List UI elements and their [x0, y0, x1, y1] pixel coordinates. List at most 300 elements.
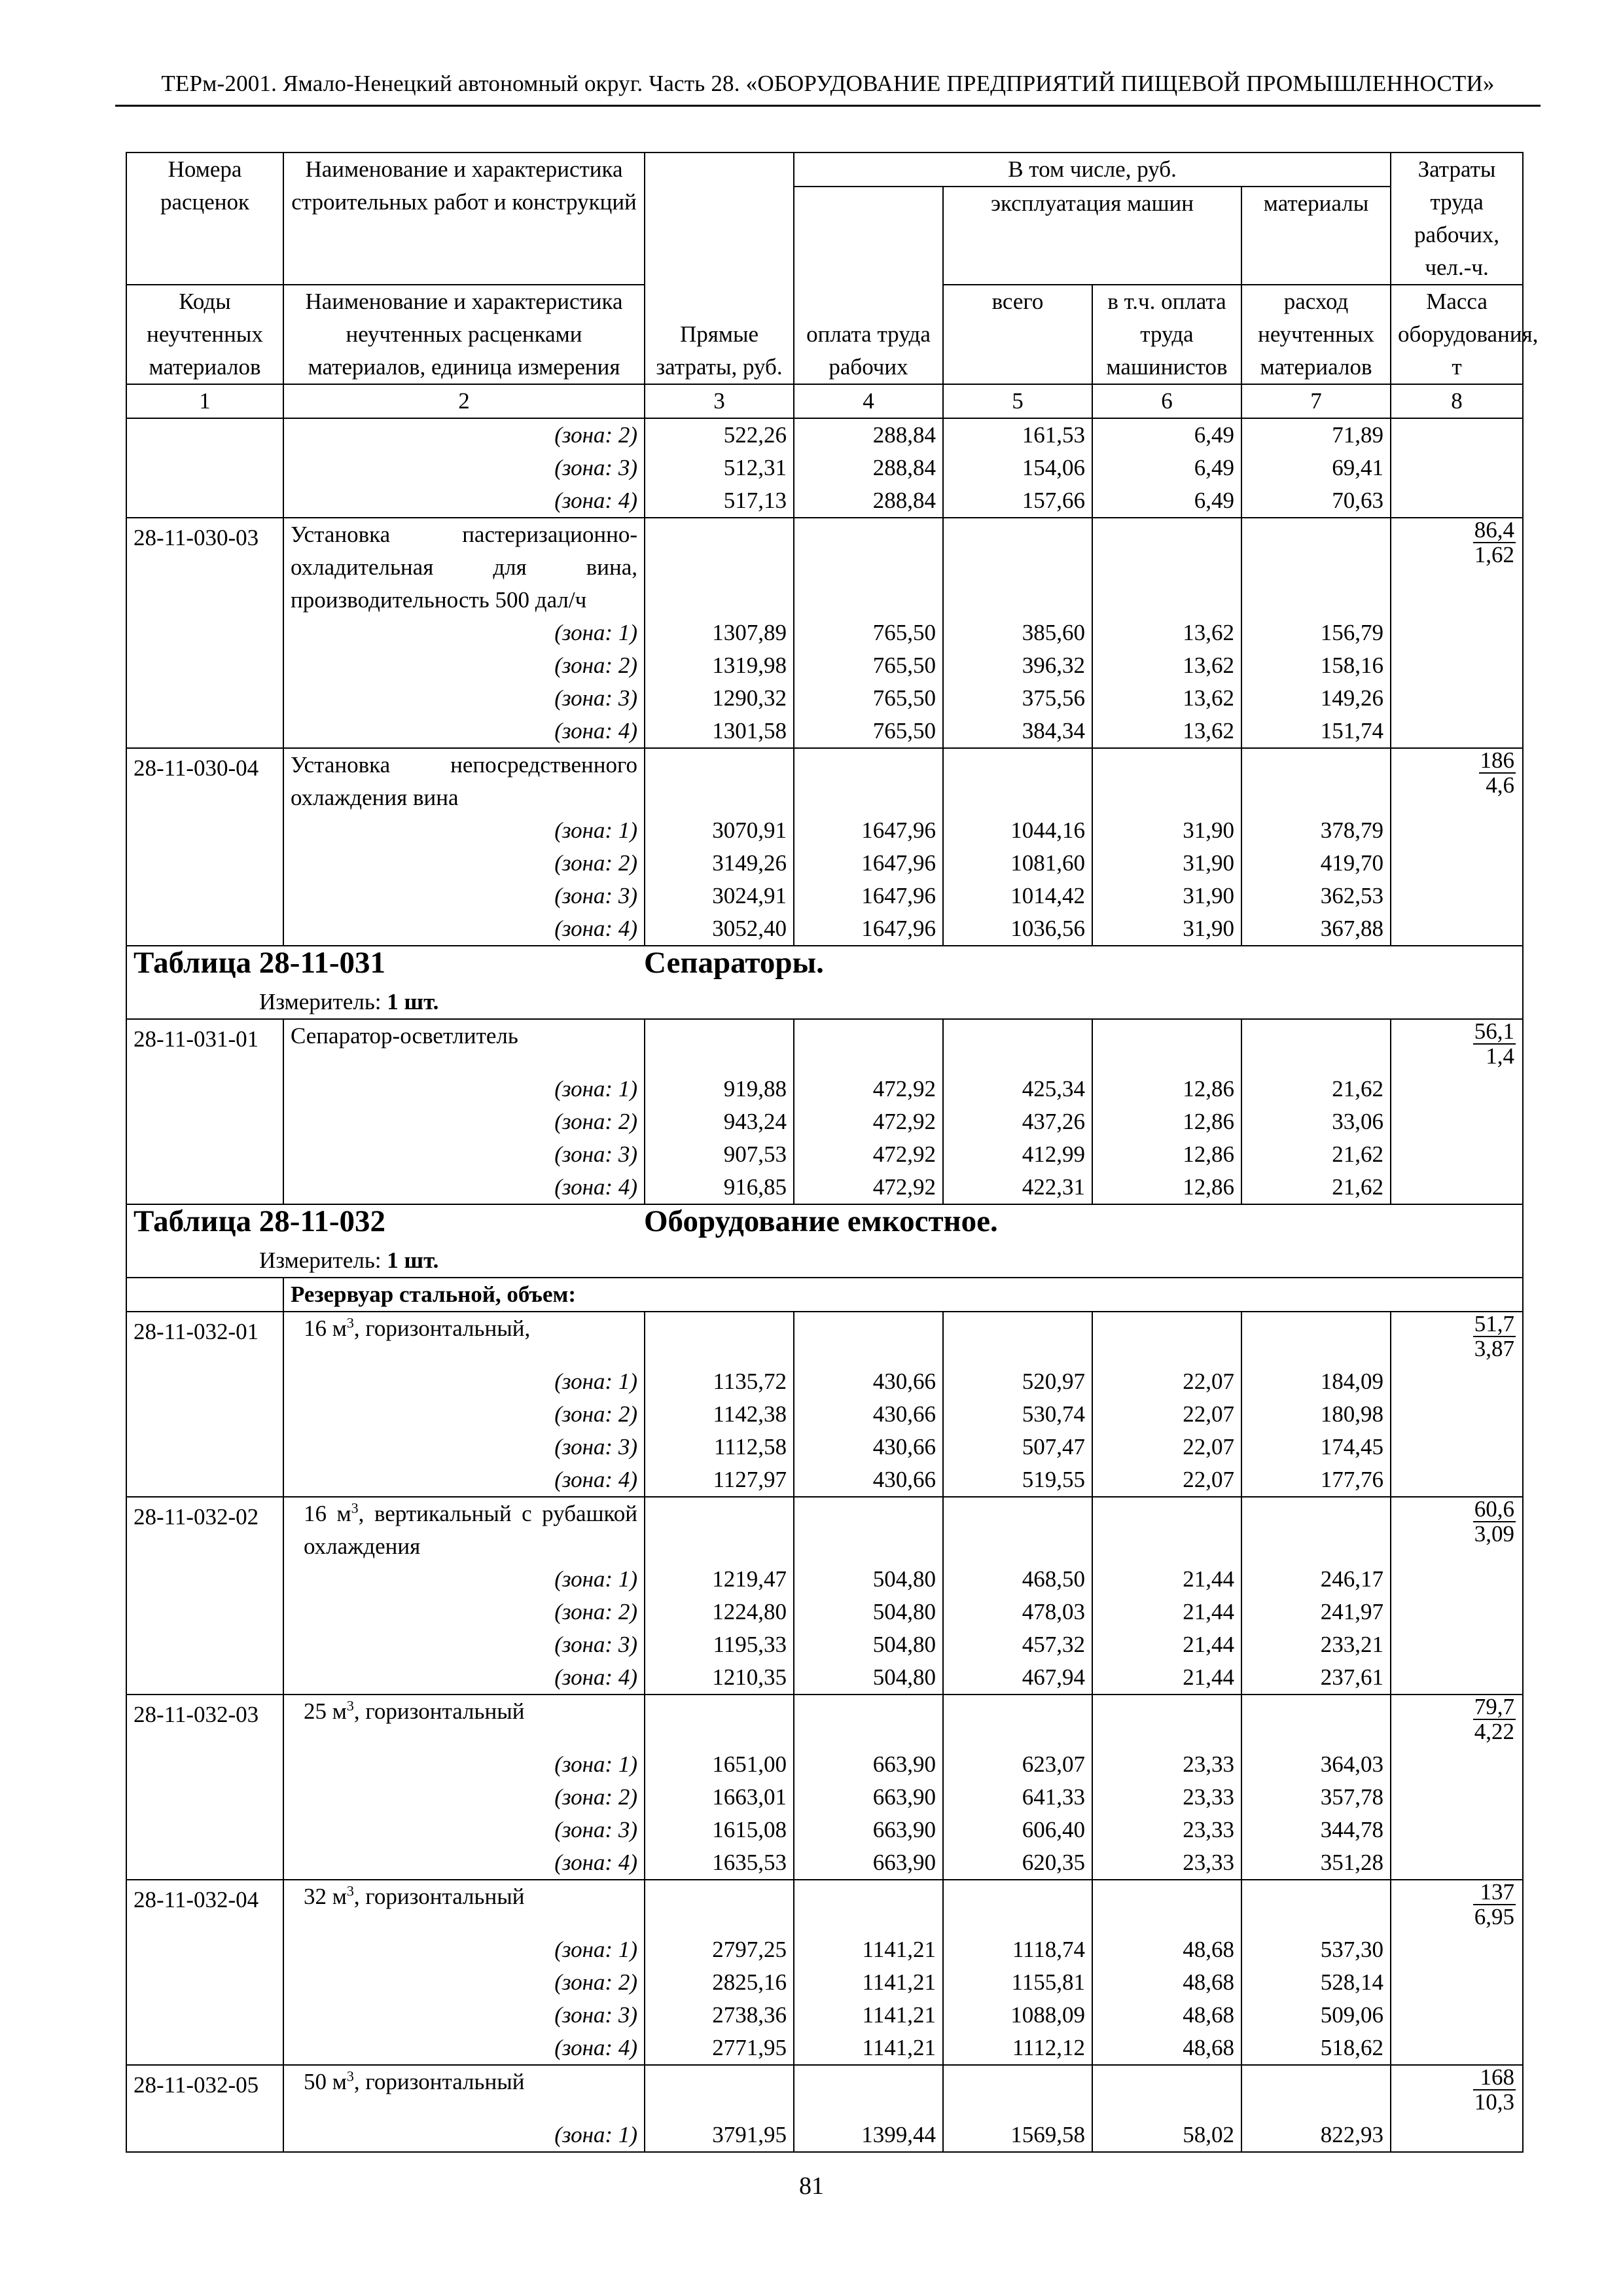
mass-cell: [1391, 617, 1523, 649]
value-cell: 375,56: [943, 682, 1092, 715]
value-cell: [794, 1695, 943, 1748]
table-row: [126, 1497, 1523, 1563]
equipment-mass-value: 4,6: [1486, 772, 1515, 798]
code-cell: [126, 452, 283, 484]
mass-cell: [1391, 1846, 1523, 1880]
zone-label: (зона: 4): [283, 1463, 645, 1497]
value-cell: 509,06: [1241, 1999, 1391, 2032]
value-cell: 33,06: [1241, 1105, 1391, 1138]
value-cell: 537,30: [1241, 1933, 1391, 1966]
mass-fraction: [1473, 518, 1516, 567]
mass-fraction: [1473, 1498, 1516, 1546]
value-cell: 154,06: [943, 452, 1092, 484]
code-cell: [126, 2032, 283, 2065]
zone-label: (зона: 1): [283, 814, 645, 847]
value-cell: [645, 1312, 794, 1365]
value-cell: 158,16: [1241, 649, 1391, 682]
rate-code: 28-11-032-05: [126, 2065, 283, 2119]
code-cell: [126, 814, 283, 847]
table-row: [126, 1781, 1523, 1814]
code-cell: [126, 1563, 283, 1596]
mass-cell: [1391, 1814, 1523, 1846]
zone-label: (зона: 3): [283, 1138, 645, 1171]
value-cell: 1141,21: [794, 2032, 943, 2065]
equipment-mass-value: 3,09: [1474, 1521, 1515, 1547]
value-cell: 507,47: [943, 1431, 1092, 1463]
code-cell: [126, 1105, 283, 1138]
value-cell: 518,62: [1241, 2032, 1391, 2065]
value-cell: 31,90: [1092, 912, 1241, 946]
mass-cell: [1391, 1398, 1523, 1431]
value-cell: 161,53: [943, 418, 1092, 452]
value-cell: 69,41: [1241, 452, 1391, 484]
value-cell: [943, 518, 1092, 617]
code-cell: [126, 912, 283, 946]
value-cell: 620,35: [943, 1846, 1092, 1880]
rate-name: [283, 2065, 645, 2119]
value-cell: 2797,25: [645, 1933, 794, 1966]
value-cell: 1399,44: [794, 2119, 943, 2152]
rate-code: 28-11-032-04: [126, 1880, 283, 1933]
col1-top-header: Номера расценок: [126, 152, 283, 285]
value-cell: [1241, 518, 1391, 617]
value-cell: 3024,91: [645, 880, 794, 912]
table-row: [126, 2065, 1523, 2119]
capacity-value: 16 м: [304, 1501, 351, 1526]
value-cell: 1118,74: [943, 1933, 1092, 1966]
value-cell: 378,79: [1241, 814, 1391, 847]
value-cell: 517,13: [645, 484, 794, 518]
code-cell: [126, 1138, 283, 1171]
value-cell: 2825,16: [645, 1966, 794, 1999]
rate-name: [283, 1695, 645, 1748]
zone-label: (зона: 2): [283, 1966, 645, 1999]
zone-label: (зона: 1): [283, 2119, 645, 2152]
table-row: [126, 484, 1523, 518]
zone-label: (зона: 3): [283, 1814, 645, 1846]
value-cell: 22,07: [1092, 1431, 1241, 1463]
value-cell: 157,66: [943, 484, 1092, 518]
col8-bottom-header: Масса оборудования, т: [1391, 285, 1523, 384]
mass-cell: [1391, 1463, 1523, 1497]
rate-code: 28-11-031-01: [126, 1019, 283, 1073]
value-cell: [1241, 1019, 1391, 1073]
value-cell: [1241, 1312, 1391, 1365]
value-cell: 22,07: [1092, 1398, 1241, 1431]
value-cell: 663,90: [794, 1748, 943, 1781]
code-cell: [126, 1814, 283, 1846]
mass-cell: [1391, 715, 1523, 748]
capacity-value: 25 м: [304, 1698, 347, 1724]
value-cell: 663,90: [794, 1781, 943, 1814]
zone-label: (зона: 2): [283, 1596, 645, 1628]
page-number: 81: [799, 2172, 824, 2200]
table-row: [126, 1312, 1523, 1365]
capacity-value: 32 м: [304, 1884, 347, 1909]
value-cell: 23,33: [1092, 1814, 1241, 1846]
code-cell: [126, 1596, 283, 1628]
value-cell: 1319,98: [645, 649, 794, 682]
value-cell: 468,50: [943, 1563, 1092, 1596]
value-cell: 70,63: [1241, 484, 1391, 518]
value-cell: [943, 1880, 1092, 1933]
table-row: [126, 814, 1523, 847]
capacity-description: , горизонтальный: [353, 2069, 525, 2094]
subheading: Резервуар стальной, объем:: [283, 1278, 1523, 1312]
value-cell: [794, 1880, 943, 1933]
value-cell: [645, 1695, 794, 1748]
value-cell: [943, 1312, 1092, 1365]
superscript-three: 3: [346, 1314, 354, 1331]
table-title-cell: [126, 946, 1523, 1019]
mass-cell: [1391, 649, 1523, 682]
value-cell: 1635,53: [645, 1846, 794, 1880]
equipment-mass-value: 3,87: [1474, 1336, 1515, 1361]
col1-bottom-header: Коды неучтенных материалов: [126, 285, 283, 384]
value-cell: 1141,21: [794, 1999, 943, 2032]
value-cell: 21,62: [1241, 1171, 1391, 1204]
code-cell: [126, 1171, 283, 1204]
value-cell: 21,62: [1241, 1138, 1391, 1171]
col3-header: Прямые затраты, руб.: [645, 152, 794, 384]
mass-cell: [1391, 1563, 1523, 1596]
value-cell: 6,49: [1092, 452, 1241, 484]
value-cell: 241,97: [1241, 1596, 1391, 1628]
labor-cost-value: 60,6: [1474, 1496, 1515, 1522]
table-title-row: [126, 946, 1523, 1019]
table-title-line: [134, 1205, 1516, 1238]
value-cell: 765,50: [794, 682, 943, 715]
machines-total-header: всего: [943, 285, 1092, 384]
mass-cell: [1391, 2119, 1523, 2152]
value-cell: 472,92: [794, 1105, 943, 1138]
mass-cell: [1391, 1628, 1523, 1661]
value-cell: 1135,72: [645, 1365, 794, 1398]
col-number: 2: [283, 384, 645, 418]
zone-label: (зона: 3): [283, 1628, 645, 1661]
mass-cell: [1391, 1933, 1523, 1966]
value-cell: 246,17: [1241, 1563, 1391, 1596]
zone-label: (зона: 1): [283, 1563, 645, 1596]
value-cell: [1241, 748, 1391, 814]
table-row: [126, 847, 1523, 880]
table-number: Таблица 28-11-031: [134, 946, 385, 980]
value-cell: [943, 1695, 1092, 1748]
value-cell: 528,14: [1241, 1966, 1391, 1999]
value-cell: 2771,95: [645, 2032, 794, 2065]
unit-value: 1 шт.: [387, 989, 439, 1014]
superscript-three: 3: [351, 1499, 359, 1516]
value-cell: 422,31: [943, 1171, 1092, 1204]
value-cell: [645, 748, 794, 814]
value-cell: [1092, 2065, 1241, 2119]
labor-pay-header: оплата труда рабочих: [794, 187, 943, 384]
value-cell: 1141,21: [794, 1933, 943, 1966]
value-cell: 1014,42: [943, 880, 1092, 912]
mass-cell: [1391, 748, 1523, 814]
zone-label: (зона: 4): [283, 1846, 645, 1880]
value-cell: [1092, 1695, 1241, 1748]
value-cell: 1615,08: [645, 1814, 794, 1846]
value-cell: 472,92: [794, 1138, 943, 1171]
value-cell: 13,62: [1092, 617, 1241, 649]
code-cell: [126, 649, 283, 682]
value-cell: 1290,32: [645, 682, 794, 715]
table-title-row: [126, 1204, 1523, 1278]
value-cell: 430,66: [794, 1431, 943, 1463]
value-cell: 916,85: [645, 1171, 794, 1204]
table-row: [126, 1628, 1523, 1661]
value-cell: 504,80: [794, 1661, 943, 1695]
equipment-mass-value: 6,95: [1474, 1904, 1515, 1929]
superscript-three: 3: [346, 2068, 354, 2085]
table-row: [126, 715, 1523, 748]
unit-value: 1 шт.: [387, 1247, 439, 1273]
value-cell: 149,26: [1241, 682, 1391, 715]
value-cell: 288,84: [794, 418, 943, 452]
rate-code: 28-11-032-02: [126, 1497, 283, 1563]
machines-operators-header: в т.ч. оплата труда машинистов: [1092, 285, 1241, 384]
mass-cell: [1391, 1695, 1523, 1748]
capacity-description: , горизонтальный: [353, 1698, 525, 1724]
value-cell: 412,99: [943, 1138, 1092, 1171]
value-cell: 22,07: [1092, 1365, 1241, 1398]
value-cell: 943,24: [645, 1105, 794, 1138]
value-cell: [645, 2065, 794, 2119]
mass-cell: [1391, 1365, 1523, 1398]
rate-name: Установка непосредственного охлаждения вина: [283, 748, 645, 814]
value-cell: 1195,33: [645, 1628, 794, 1661]
table-row: [126, 2119, 1523, 2152]
value-cell: 364,03: [1241, 1748, 1391, 1781]
value-cell: 478,03: [943, 1596, 1092, 1628]
table-row: [126, 1105, 1523, 1138]
table-row: [126, 452, 1523, 484]
zone-label: (зона: 2): [283, 1398, 645, 1431]
unit-of-measure: [134, 986, 1516, 1018]
code-cell: [126, 2119, 283, 2152]
table-row: [126, 1846, 1523, 1880]
value-cell: 822,93: [1241, 2119, 1391, 2152]
table-row: [126, 912, 1523, 946]
col-number: 3: [645, 384, 794, 418]
table-row: [126, 1748, 1523, 1781]
code-cell: [126, 715, 283, 748]
capacity-description: , вертикальный с рубашкой охлаждения: [304, 1501, 637, 1559]
rate-name: [283, 1880, 645, 1933]
col-number: 5: [943, 384, 1092, 418]
rate-code: 28-11-030-03: [126, 518, 283, 617]
equipment-mass-value: 4,22: [1474, 1719, 1515, 1744]
value-cell: 384,34: [943, 715, 1092, 748]
mass-cell: [1391, 518, 1523, 617]
header-rule: [115, 105, 1541, 107]
subheading-row: [126, 1278, 1523, 1312]
value-cell: 357,78: [1241, 1781, 1391, 1814]
zone-label: (зона: 1): [283, 1933, 645, 1966]
value-cell: 641,33: [943, 1781, 1092, 1814]
col2-bottom-header: Наименование и характеристика неучтенных расценками материалов, единица измерения: [283, 285, 645, 384]
value-cell: 919,88: [645, 1073, 794, 1105]
zone-label: (зона: 4): [283, 715, 645, 748]
code-cell: [126, 1999, 283, 2032]
value-cell: 1301,58: [645, 715, 794, 748]
code-cell: [126, 1431, 283, 1463]
mass-cell: [1391, 814, 1523, 847]
value-cell: 430,66: [794, 1463, 943, 1497]
table-title-cell: [126, 1204, 1523, 1278]
code-cell: [126, 1398, 283, 1431]
value-cell: [943, 2065, 1092, 2119]
value-cell: 1141,21: [794, 1966, 943, 1999]
zone-label: (зона: 4): [283, 1171, 645, 1204]
code-cell: [126, 880, 283, 912]
value-cell: [1092, 1312, 1241, 1365]
zone-label: (зона: 3): [283, 1999, 645, 2032]
mass-cell: [1391, 1105, 1523, 1138]
zone-label: (зона: 1): [283, 1073, 645, 1105]
zone-label: (зона: 3): [283, 682, 645, 715]
value-cell: 1142,38: [645, 1398, 794, 1431]
value-cell: [794, 2065, 943, 2119]
value-cell: 1651,00: [645, 1748, 794, 1781]
value-cell: 156,79: [1241, 617, 1391, 649]
mass-cell: [1391, 452, 1523, 484]
value-cell: 765,50: [794, 715, 943, 748]
code-cell: [126, 617, 283, 649]
col-number: 7: [1241, 384, 1391, 418]
rate-code: 28-11-032-03: [126, 1695, 283, 1748]
mass-cell: [1391, 2065, 1523, 2119]
value-cell: 504,80: [794, 1596, 943, 1628]
value-cell: 1219,47: [645, 1563, 794, 1596]
zone-label: (зона: 1): [283, 1748, 645, 1781]
mass-cell: [1391, 1431, 1523, 1463]
value-cell: 23,33: [1092, 1846, 1241, 1880]
zone-label: (зона: 3): [283, 880, 645, 912]
value-cell: 1036,56: [943, 912, 1092, 946]
machines-header: эксплуатация машин: [943, 187, 1241, 285]
value-cell: 174,45: [1241, 1431, 1391, 1463]
value-cell: 1647,96: [794, 912, 943, 946]
value-cell: 12,86: [1092, 1138, 1241, 1171]
value-cell: 12,86: [1092, 1171, 1241, 1204]
value-cell: 12,86: [1092, 1073, 1241, 1105]
zone-label: (зона: 4): [283, 1661, 645, 1695]
value-cell: 21,44: [1092, 1628, 1241, 1661]
value-cell: 623,07: [943, 1748, 1092, 1781]
code-cell: [126, 1748, 283, 1781]
value-cell: 351,28: [1241, 1846, 1391, 1880]
value-cell: 1224,80: [645, 1596, 794, 1628]
code-cell: [126, 1463, 283, 1497]
rate-code: 28-11-030-04: [126, 748, 283, 814]
zone-label: (зона: 1): [283, 1365, 645, 1398]
value-cell: 504,80: [794, 1563, 943, 1596]
table-row: [126, 748, 1523, 814]
mass-fraction: [1473, 1880, 1516, 1929]
value-cell: 1647,96: [794, 880, 943, 912]
mass-cell: [1391, 912, 1523, 946]
capacity-description: , горизонтальный: [353, 1884, 525, 1909]
value-cell: 344,78: [1241, 1814, 1391, 1846]
code-cell: [126, 418, 283, 452]
zone-label: (зона: 3): [283, 1431, 645, 1463]
value-cell: 184,09: [1241, 1365, 1391, 1398]
mass-cell: [1391, 1880, 1523, 1933]
rate-name: Установка пастеризационно-охладительная для вина, производительность 500 дал/ч: [283, 518, 645, 617]
value-cell: 13,62: [1092, 649, 1241, 682]
mass-cell: [1391, 682, 1523, 715]
value-cell: 472,92: [794, 1073, 943, 1105]
code-cell: [126, 847, 283, 880]
value-cell: 1663,01: [645, 1781, 794, 1814]
value-cell: 512,31: [645, 452, 794, 484]
value-cell: [794, 518, 943, 617]
mass-cell: [1391, 1781, 1523, 1814]
value-cell: 606,40: [943, 1814, 1092, 1846]
value-cell: [943, 1497, 1092, 1563]
mass-cell: [1391, 1073, 1523, 1105]
col-number: 6: [1092, 384, 1241, 418]
mass-cell: [1391, 2032, 1523, 2065]
capacity-value: 16 м: [304, 1316, 347, 1341]
value-cell: 1647,96: [794, 847, 943, 880]
rate-name: [283, 1312, 645, 1365]
col-number: 4: [794, 384, 943, 418]
mass-cell: [1391, 1661, 1523, 1695]
value-cell: 71,89: [1241, 418, 1391, 452]
value-cell: 48,68: [1092, 1966, 1241, 1999]
value-cell: 1112,12: [943, 2032, 1092, 2065]
table-row: [126, 1138, 1523, 1171]
value-cell: 425,34: [943, 1073, 1092, 1105]
value-cell: 1081,60: [943, 847, 1092, 880]
value-cell: 1112,58: [645, 1431, 794, 1463]
code-cell: [126, 1365, 283, 1398]
table-row: [126, 1463, 1523, 1497]
mass-fraction: [1479, 749, 1516, 797]
zone-label: (зона: 4): [283, 484, 645, 518]
value-cell: 430,66: [794, 1365, 943, 1398]
value-cell: 180,98: [1241, 1398, 1391, 1431]
table-row: [126, 1431, 1523, 1463]
value-cell: [645, 1497, 794, 1563]
value-cell: 23,33: [1092, 1781, 1241, 1814]
mass-cell: [1391, 1966, 1523, 1999]
labor-cost-value: 51,7: [1474, 1311, 1515, 1336]
mass-fraction: [1473, 1020, 1516, 1068]
value-cell: [943, 1019, 1092, 1073]
mass-fraction: [1473, 1695, 1516, 1744]
equipment-mass-value: 10,3: [1474, 2089, 1515, 2115]
value-cell: 520,97: [943, 1365, 1092, 1398]
superscript-three: 3: [346, 1882, 354, 1899]
zone-label: (зона: 3): [283, 452, 645, 484]
value-cell: 3149,26: [645, 847, 794, 880]
value-cell: [645, 1019, 794, 1073]
table-row: [126, 1999, 1523, 2032]
value-cell: 765,50: [794, 617, 943, 649]
value-cell: 457,32: [943, 1628, 1092, 1661]
value-cell: 151,74: [1241, 715, 1391, 748]
capacity-description: , горизонтальный,: [353, 1316, 531, 1341]
table-row: [126, 1661, 1523, 1695]
value-cell: 396,32: [943, 649, 1092, 682]
value-cell: [794, 748, 943, 814]
value-cell: [1092, 1880, 1241, 1933]
value-cell: 6,49: [1092, 484, 1241, 518]
